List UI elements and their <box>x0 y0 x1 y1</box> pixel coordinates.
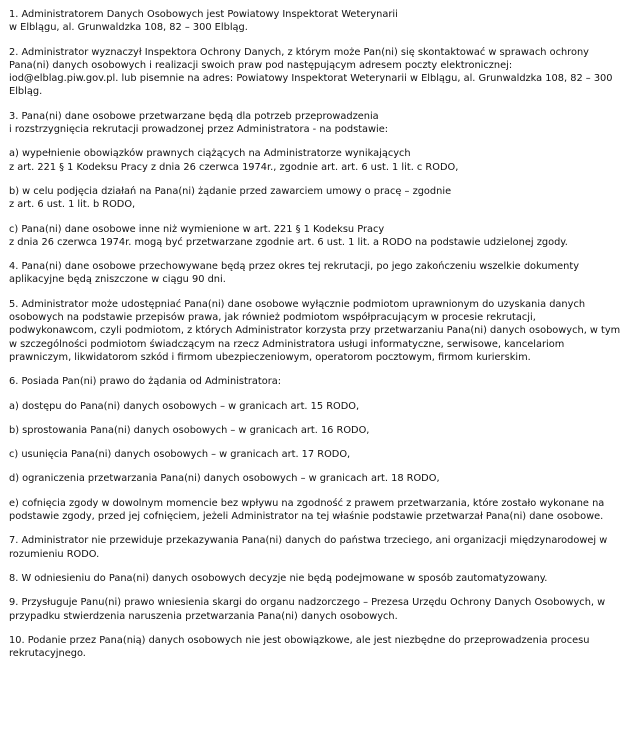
clause-point-5-recipients: 5. Administrator może udostępniać Pana(ni) dane osobowe wyłącznie podmiotom uprawnionym do uzyskania danych osobowych na podstawie przepisów prawa, jak również podmiotom współpracującym w procesie rekrutacji, podwykonawcom, czyli podmiotom, z których Administrator korzysta przy przetwarzaniu Pana(ni) danych osobowych, w tym w szczególności podmiotom świadczącym na rzecz Administratora usługi informatyczne, serwisowe, kancelariom prawniczym, likwidatorom szkód i firmom ubezpieczeniowym, operatorom pocztowym, firmom kurierskim. <box>9 298 621 363</box>
gdpr-information-clause <box>9 8 621 671</box>
clause-point-6b-rectification: b) sprostowania Pana(ni) danych osobowych – w granicach art. 16 RODO, <box>9 424 370 436</box>
clause-point-2-data-protection-officer: 2. Administrator wyznaczył Inspektora Ochrony Danych, z którym może Pan(ni) się skontaktować w sprawach ochrony Pana(ni) danych osobowych i realizacji swoich praw pod następującym adresem poczty elektronicznej: iod@elblag.piw.gov.pl. lub pisemnie na adres: Powiatowy Inspektorat Weterynarii w Elblągu, al. Grunwaldzka 108, 82 – 300 Elbląg. <box>9 46 613 98</box>
clause-point-10-voluntary: 10. Podanie przez Pana(nią) danych osobowych nie jest obowiązkowe, ale jest niezbędne do przeprowadzenia procesu rekrutacyjnego. <box>9 634 590 660</box>
clause-point-3c-consent: c) Pana(ni) dane osobowe inne niż wymienione w art. 221 § 1 Kodeksu Pracy z dnia 26 czerwca 1974r. mogą być przetwarzane zgodnie art. 6 ust. 1 lit. a RODO na podstawie udzielonej zgody. <box>9 223 568 248</box>
clause-point-7-third-country: 7. Administrator nie przewiduje przekazywania Pana(ni) danych do państwa trzeciego, ani organizacji międzynarodowej w rozumieniu RODO. <box>9 535 608 560</box>
clause-point-9-complaint: 9. Przysługuje Panu(ni) prawo wniesienia skargi do organu nadzorczego – Prezesa Urzędu Ochrony Danych Osobowych, w przypadku stwierdzenia naruszenia przetwarzania Pana(ni) danych osobowych. <box>9 597 606 622</box>
clause-point-8-automated-decisions: 8. W odniesieniu do Pana(ni) danych osobowych decyzje nie będą podejmowane w sposób zautomatyzowany. <box>9 572 548 584</box>
clause-point-4-retention: 4. Pana(ni) dane osobowe przechowywane będą przez okres tej rekrutacji, po jego zakończeniu wszelkie dokumenty aplikacyjne będą zniszczone w ciągu 90 dni. <box>9 261 580 286</box>
clause-point-3-processing-purpose: 3. Pana(ni) dane osobowe przetwarzane będą dla potrzeb przeprowadzenia i rozstrzygnięcia rekrutacji prowadzonej przez Administratora - na podstawie: <box>9 110 389 136</box>
clause-point-6-rights: 6. Posiada Pan(ni) prawo do żądania od Administratora: <box>9 376 282 388</box>
clause-point-3b-pre-contract: b) w celu podjęcia działań na Pana(ni) żądanie przed zawarciem umowy o pracę – zgodnie z art. 6 ust. 1 lit. b RODO, <box>9 185 452 211</box>
clause-point-6a-access: a) dostępu do Pana(ni) danych osobowych – w granicach art. 15 RODO, <box>9 400 360 412</box>
clause-point-6c-erasure: c) usunięcia Pana(ni) danych osobowych – w granicach art. 17 RODO, <box>9 449 351 461</box>
clause-point-6d-restriction: d) ograniczenia przetwarzania Pana(ni) danych osobowych – w granicach art. 18 RODO, <box>9 473 440 485</box>
clause-point-6e-withdraw-consent: e) cofnięcia zgody w dowolnym momencie bez wpływu na zgodność z prawem przetwarzania, które zostało wykonane na podstawie zgody, przed jej cofnięciem, jeżeli Administrator na tej właśnie podstawie przetwarzał Pana(ni) dane osobowe. <box>9 497 605 523</box>
clause-point-3a-legal-obligation: a) wypełnienie obowiązków prawnych ciążących na Administratorze wynikających z art. 221 § 1 Kodeksu Pracy z dnia 26 czerwca 1974r., zgodnie art. art. 6 ust. 1 lit. c RODO, <box>9 148 459 173</box>
clause-point-1-administrator: 1. Administratorem Danych Osobowych jest Powiatowy Inspektorat Weterynarii w Elblągu, al. Grunwaldzka 108, 82 – 300 Elbląg. <box>9 9 398 34</box>
